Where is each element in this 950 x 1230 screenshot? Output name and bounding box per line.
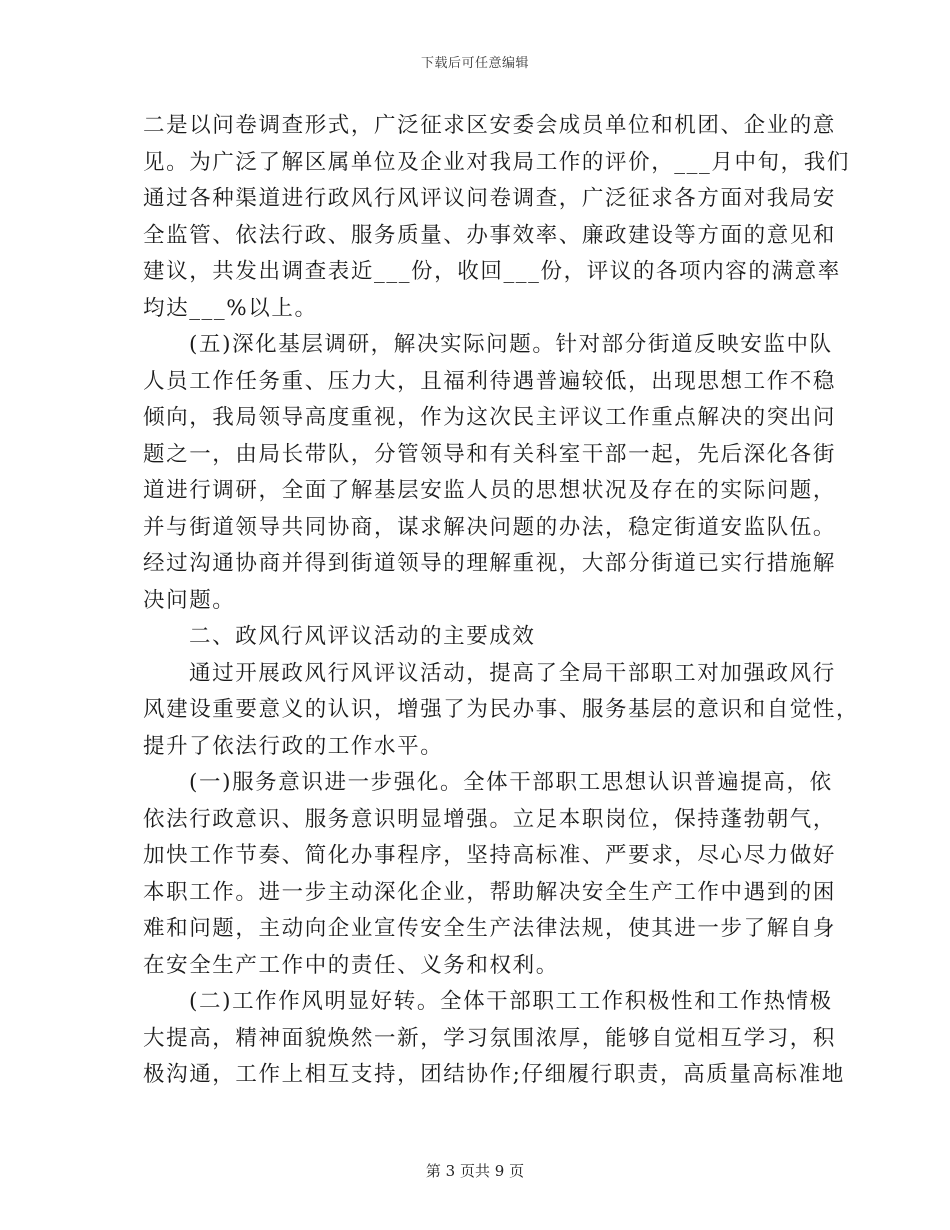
body-line: 倾向，我局领导高度重视，作为这次民主评议工作重点解决的突出问: [143, 405, 837, 430]
body-line: 建议，共发出调查表近___份，收回___份，评议的各项内容的满意率: [143, 259, 841, 284]
body-line: 二是以问卷调查形式，广泛征求区安委会成员单位和机团、企业的意: [143, 113, 837, 138]
body-line: 提升了依法行政的工作水平。: [143, 733, 444, 759]
body-line: 决问题。: [143, 587, 236, 613]
paragraph-first-line: (一)服务意识进一步强化。全体干部职工思想认识普遍提高，依: [189, 770, 833, 795]
body-line: 加快工作节奏、简化办事程序，坚持高标准、严要求，尽心尽力做好: [143, 843, 837, 868]
body-line: 难和问题，主动向企业宣传安全生产法律法规，使其进一步了解自身: [143, 916, 837, 941]
body-line: 极沟通，工作上相互支持，团结协作;仔细履行职责，高质量高标准地: [143, 1062, 845, 1087]
body-line: 全监管、依法行政、服务质量、办事效率、廉政建设等方面的意见和: [143, 222, 837, 248]
body-line: 人员工作任务重、压力大，且福利待遇普遍较低，出现思想工作不稳: [143, 368, 837, 394]
body-line: 均达___%以上。: [143, 295, 318, 321]
body-line: 见。为广泛了解区属单位及企业对我局工作的评价，___月中旬，我们: [143, 149, 850, 175]
document-body: [143, 108, 860, 1094]
body-line: 经过沟通协商并得到街道领导的理解重视，大部分街道已实行措施解: [143, 551, 837, 576]
body-line: 通过各种渠道进行政风行风评议问卷调查，广泛征求各方面对我局安: [143, 186, 837, 211]
body-line: 依法行政意识、服务意识明显增强。立足本职岗位，保持蓬勃朝气，: [143, 806, 837, 832]
page-header: 下载后可任意编辑: [420, 56, 529, 71]
body-line: 风建设重要意义的认识，增强了为民办事、服务基层的意识和自觉性，: [143, 697, 860, 722]
paragraph-first-line: 通过开展政风行风评议活动，提高了全局干部职工对加强政风行: [189, 660, 836, 686]
body-line: 本职工作。进一步主动深化企业，帮助解决安全生产工作中遇到的困: [143, 879, 837, 905]
page-footer: 第 3 页共 9 页: [425, 1162, 525, 1180]
body-line: 大提高，精神面貌焕然一新，学习氛围浓厚，能够自觉相互学习，积: [143, 1025, 837, 1051]
body-line: 并与街道领导共同协商，谋求解决问题的办法，稳定街道安监队伍。: [143, 514, 837, 540]
paragraph-first-line: (五)深化基层调研，解决实际问题。针对部分街道反映安监中队: [189, 332, 833, 357]
body-line: 道进行调研，全面了解基层安监人员的思想状况及存在的实际问题，: [143, 478, 837, 503]
body-line: 在安全生产工作中的责任、义务和权利。: [143, 952, 559, 978]
paragraph-first-line: (二)工作作风明显好转。全体干部职工工作积极性和工作热情极: [189, 989, 833, 1014]
body-line: 题之一，由局长带队，分管领导和有关科室干部一起，先后深化各街: [143, 441, 837, 467]
section-heading: 二、政风行风评议活动的主要成效: [189, 624, 536, 649]
